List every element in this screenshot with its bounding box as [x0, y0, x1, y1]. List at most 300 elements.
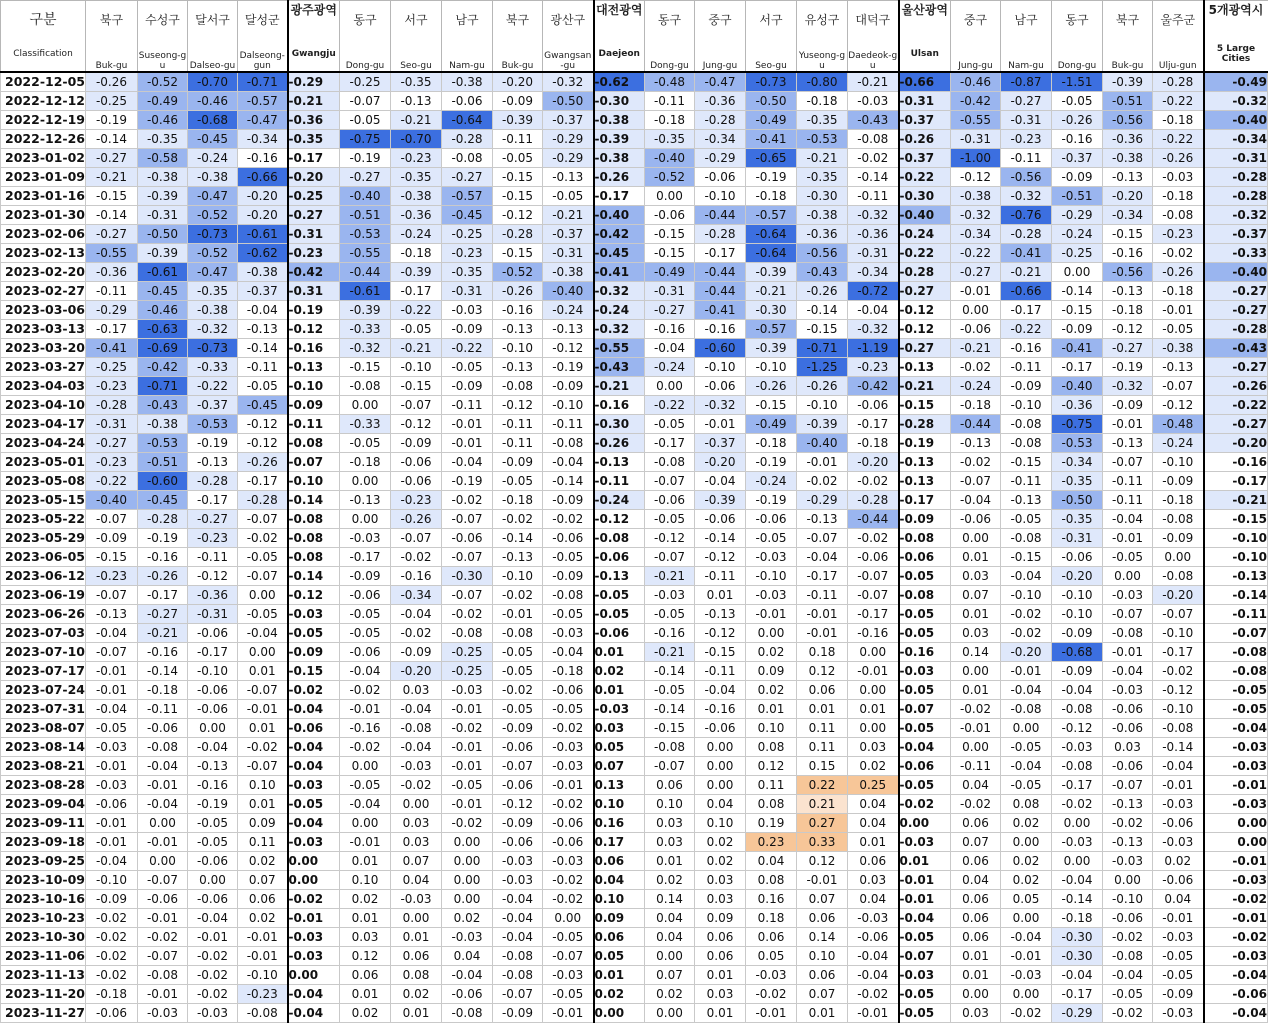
data-cell: -0.37	[238, 281, 288, 300]
data-cell: -0.02	[951, 699, 1001, 718]
data-cell: 0.00	[238, 585, 288, 604]
data-cell: -0.01	[797, 623, 848, 642]
data-cell: -0.05	[899, 775, 951, 794]
data-cell: -0.11	[594, 471, 645, 490]
data-cell: -0.12	[594, 509, 645, 528]
data-cell: -0.56	[797, 243, 848, 262]
data-cell: -0.13	[86, 604, 138, 623]
data-cell: -0.07	[138, 870, 188, 889]
data-cell: -0.16	[1052, 129, 1103, 148]
column-header-en: Dong-gu	[340, 38, 391, 72]
data-cell: 0.02	[340, 889, 391, 908]
data-cell: 0.00	[442, 870, 493, 889]
data-cell: -0.05	[238, 604, 288, 623]
data-cell: -0.08	[1001, 699, 1052, 718]
data-cell: -0.05	[1001, 775, 1052, 794]
data-cell: -0.06	[1153, 813, 1204, 832]
data-cell: -0.10	[1001, 395, 1052, 414]
data-cell: 0.06	[797, 908, 848, 927]
data-cell: -0.03	[86, 775, 138, 794]
row-date: 2023-02-13	[1, 243, 86, 262]
data-cell: -0.13	[899, 452, 951, 471]
row-date: 2023-10-30	[1, 927, 86, 946]
data-cell: -0.06	[1103, 908, 1153, 927]
data-cell: -0.17	[848, 604, 899, 623]
data-cell: -0.02	[951, 794, 1001, 813]
data-cell: -0.01	[238, 699, 288, 718]
data-cell: -0.03	[899, 661, 951, 680]
data-cell: -0.40	[340, 186, 391, 205]
data-cell: -0.06	[493, 737, 543, 756]
data-cell: -0.13	[288, 357, 340, 376]
data-cell: -0.03	[899, 832, 951, 851]
data-cell: -0.37	[1052, 148, 1103, 167]
data-cell: -0.10	[391, 357, 442, 376]
data-cell: -0.27	[1204, 414, 1268, 433]
data-cell: -0.11	[1001, 148, 1052, 167]
data-cell: 0.12	[797, 661, 848, 680]
table-header	[1, 1, 1268, 72]
data-cell: -0.09	[543, 376, 594, 395]
data-cell: -0.21	[391, 338, 442, 357]
data-cell: -0.13	[1153, 357, 1204, 376]
data-cell: -0.15	[695, 642, 746, 661]
data-cell: -0.04	[951, 490, 1001, 509]
data-cell: -0.22	[442, 338, 493, 357]
row-date: 2023-11-06	[1, 946, 86, 965]
column-header-ko: 광산구	[543, 1, 594, 38]
data-cell: -0.05	[899, 680, 951, 699]
data-cell: -0.06	[391, 452, 442, 471]
data-cell: 0.04	[594, 870, 645, 889]
data-cell: 0.00	[543, 908, 594, 927]
data-cell: -0.24	[188, 148, 238, 167]
data-cell: -0.18	[746, 433, 797, 452]
data-cell: -0.39	[1103, 72, 1153, 92]
table-row	[1, 528, 1268, 547]
data-cell: 0.00	[288, 870, 340, 889]
data-cell: -0.10	[1153, 623, 1204, 642]
data-cell: -0.16	[848, 623, 899, 642]
data-cell: 0.03	[695, 870, 746, 889]
data-cell: 0.00	[442, 851, 493, 870]
data-cell: -0.05	[594, 604, 645, 623]
data-cell: -0.34	[1204, 129, 1268, 148]
data-cell: -0.15	[1103, 224, 1153, 243]
table-row	[1, 1003, 1268, 1022]
data-cell: -0.04	[1103, 509, 1153, 528]
column-header-en: Jung-gu	[695, 38, 746, 72]
data-cell: -0.04	[138, 794, 188, 813]
data-cell: -0.06	[1103, 756, 1153, 775]
data-cell: 0.00	[951, 528, 1001, 547]
data-cell: 0.01	[899, 851, 951, 870]
data-cell: -0.50	[543, 91, 594, 110]
data-cell: -0.05	[442, 775, 493, 794]
data-cell: -0.13	[1103, 832, 1153, 851]
data-cell: 0.00	[1103, 870, 1153, 889]
data-cell: -0.12	[695, 623, 746, 642]
data-cell: -0.02	[951, 452, 1001, 471]
data-cell: -0.08	[288, 433, 340, 452]
data-cell: -0.03	[288, 946, 340, 965]
data-cell: -0.05	[288, 794, 340, 813]
column-header-en: Gwangsan-gu	[543, 38, 594, 72]
data-cell: -0.03	[645, 585, 695, 604]
data-cell: -0.45	[138, 490, 188, 509]
data-cell: -0.07	[442, 585, 493, 604]
data-cell: 0.05	[1001, 889, 1052, 908]
data-cell: -0.06	[138, 889, 188, 908]
data-cell: -0.12	[1153, 680, 1204, 699]
data-cell: -0.06	[86, 794, 138, 813]
data-cell: -0.10	[1052, 585, 1103, 604]
data-cell: -0.13	[899, 471, 951, 490]
data-cell: -0.02	[288, 680, 340, 699]
data-cell: -0.64	[746, 224, 797, 243]
data-cell: -0.17	[1052, 775, 1103, 794]
data-cell: -0.05	[442, 357, 493, 376]
data-cell: 0.00	[1001, 984, 1052, 1003]
data-cell: -0.09	[1153, 984, 1204, 1003]
data-cell: -0.27	[1103, 338, 1153, 357]
data-cell: -0.02	[391, 623, 442, 642]
data-cell: -0.05	[1001, 509, 1052, 528]
data-cell: 0.07	[391, 851, 442, 870]
data-cell: -0.22	[1001, 319, 1052, 338]
data-cell: -0.27	[1204, 281, 1268, 300]
data-cell: -0.02	[543, 870, 594, 889]
data-cell: -0.42	[848, 376, 899, 395]
data-cell: -0.27	[442, 167, 493, 186]
data-cell: -0.05	[1204, 680, 1268, 699]
data-cell: -0.13	[188, 452, 238, 471]
data-cell: -0.47	[188, 262, 238, 281]
data-cell: -0.03	[1204, 756, 1268, 775]
data-cell: 0.00	[594, 1003, 645, 1022]
table-row	[1, 813, 1268, 832]
data-cell: -0.09	[1153, 528, 1204, 547]
row-date: 2023-03-13	[1, 319, 86, 338]
data-cell: 0.00	[848, 642, 899, 661]
row-date: 2023-01-16	[1, 186, 86, 205]
data-cell: -0.22	[899, 243, 951, 262]
data-cell: -0.17	[288, 148, 340, 167]
data-cell: -0.40	[86, 490, 138, 509]
table-row	[1, 908, 1268, 927]
data-cell: -0.08	[442, 623, 493, 642]
data-cell: -0.52	[493, 262, 543, 281]
data-cell: -0.23	[288, 243, 340, 262]
data-cell: -0.12	[391, 414, 442, 433]
data-cell: -0.03	[1103, 585, 1153, 604]
data-cell: -0.48	[645, 72, 695, 92]
data-cell: -0.11	[1001, 357, 1052, 376]
data-cell: -0.07	[645, 756, 695, 775]
data-cell: -0.02	[1052, 794, 1103, 813]
data-cell: -0.02	[188, 946, 238, 965]
data-cell: 0.10	[594, 794, 645, 813]
data-cell: -0.02	[238, 737, 288, 756]
data-cell: -0.03	[188, 1003, 238, 1022]
data-cell: -0.03	[1153, 794, 1204, 813]
data-cell: -0.01	[138, 908, 188, 927]
data-cell: -0.18	[1153, 281, 1204, 300]
data-cell: 0.02	[746, 642, 797, 661]
data-cell: -0.08	[543, 433, 594, 452]
data-cell: 0.00	[340, 813, 391, 832]
data-cell: -0.14	[86, 129, 138, 148]
column-header-en: Ulsan	[899, 38, 951, 72]
column-header-en: Dong-gu	[645, 38, 695, 72]
data-cell: -0.01	[442, 414, 493, 433]
data-cell: -0.37	[188, 395, 238, 414]
data-cell: -0.15	[86, 547, 138, 566]
data-cell: 0.00	[340, 756, 391, 775]
data-cell: -0.15	[340, 357, 391, 376]
row-date: 2023-03-20	[1, 338, 86, 357]
column-header-en: Daedeok-gu	[848, 38, 899, 72]
data-cell: -0.20	[238, 205, 288, 224]
data-cell: -0.19	[543, 357, 594, 376]
data-cell: -0.09	[493, 718, 543, 737]
data-cell: -0.45	[188, 129, 238, 148]
data-cell: -0.06	[188, 623, 238, 642]
data-cell: -0.38	[188, 300, 238, 319]
data-cell: 0.03	[848, 870, 899, 889]
data-cell: -0.15	[493, 186, 543, 205]
data-cell: -0.04	[238, 300, 288, 319]
data-cell: -0.26	[238, 452, 288, 471]
data-cell: -0.08	[288, 509, 340, 528]
data-cell: -0.04	[1052, 965, 1103, 984]
data-cell: -0.03	[1153, 927, 1204, 946]
data-cell: -0.36	[391, 205, 442, 224]
data-cell: -0.21	[746, 281, 797, 300]
data-cell: 0.17	[594, 832, 645, 851]
data-cell: -0.64	[746, 243, 797, 262]
data-cell: -0.08	[848, 129, 899, 148]
data-cell: 0.04	[442, 946, 493, 965]
data-cell: -0.10	[746, 566, 797, 585]
data-cell: -0.11	[645, 91, 695, 110]
data-cell: -0.12	[899, 319, 951, 338]
data-cell: 0.11	[797, 737, 848, 756]
data-cell: 0.03	[645, 832, 695, 851]
data-cell: -0.15	[1052, 300, 1103, 319]
data-cell: -0.17	[1052, 357, 1103, 376]
data-cell: -0.25	[86, 357, 138, 376]
data-cell: -0.24	[594, 490, 645, 509]
row-date: 2023-05-08	[1, 471, 86, 490]
data-cell: -0.04	[188, 908, 238, 927]
data-cell: -0.04	[340, 794, 391, 813]
data-cell: -0.20	[1103, 186, 1153, 205]
data-cell: -0.04	[695, 471, 746, 490]
data-cell: -0.23	[86, 566, 138, 585]
data-cell: -0.04	[288, 756, 340, 775]
data-cell: -0.07	[543, 946, 594, 965]
data-cell: -0.20	[1052, 566, 1103, 585]
data-cell: -0.21	[594, 376, 645, 395]
data-cell: -0.10	[188, 661, 238, 680]
data-cell: -0.10	[746, 357, 797, 376]
data-cell: -0.18	[951, 395, 1001, 414]
data-cell: 0.00	[695, 756, 746, 775]
data-cell: -0.26	[746, 376, 797, 395]
data-cell: -0.04	[645, 338, 695, 357]
data-cell: 0.00	[188, 718, 238, 737]
data-cell: -0.18	[543, 661, 594, 680]
data-cell: 0.01	[848, 699, 899, 718]
data-cell: 0.06	[695, 927, 746, 946]
data-cell: -0.10	[493, 566, 543, 585]
column-header-en: Dong-gu	[1052, 38, 1103, 72]
data-cell: -0.18	[1103, 300, 1153, 319]
table-row	[1, 756, 1268, 775]
data-cell: -0.45	[594, 243, 645, 262]
data-cell: -0.31	[848, 243, 899, 262]
data-cell: -0.32	[1103, 376, 1153, 395]
data-cell: -0.05	[1103, 547, 1153, 566]
row-date: 2023-05-01	[1, 452, 86, 471]
data-cell: -0.02	[1001, 604, 1052, 623]
data-cell: -0.36	[188, 585, 238, 604]
data-cell: 0.01	[594, 642, 645, 661]
header-corner-en: Classification	[1, 38, 86, 72]
data-cell: -0.01	[238, 927, 288, 946]
data-cell: -0.13	[188, 756, 238, 775]
data-cell: -0.03	[543, 965, 594, 984]
data-cell: -0.09	[1052, 167, 1103, 186]
data-cell: -0.17	[138, 585, 188, 604]
data-cell: -0.11	[238, 357, 288, 376]
row-date: 2023-06-12	[1, 566, 86, 585]
column-header-en: Jung-gu	[951, 38, 1001, 72]
data-cell: -0.44	[951, 414, 1001, 433]
data-cell: -0.23	[86, 452, 138, 471]
data-cell: -0.50	[1052, 490, 1103, 509]
data-cell: -0.01	[1103, 528, 1153, 547]
data-cell: 0.00	[695, 737, 746, 756]
data-cell: 0.10	[594, 889, 645, 908]
data-cell: -0.05	[645, 414, 695, 433]
data-cell: -0.02	[493, 509, 543, 528]
data-cell: 0.03	[695, 984, 746, 1003]
data-cell: -0.13	[340, 490, 391, 509]
data-cell: -0.37	[1204, 224, 1268, 243]
data-cell: -0.28	[848, 490, 899, 509]
data-cell: 0.00	[340, 395, 391, 414]
table-row	[1, 623, 1268, 642]
data-cell: -0.52	[188, 205, 238, 224]
data-cell: -0.03	[543, 851, 594, 870]
table-row	[1, 718, 1268, 737]
data-cell: -0.15	[1001, 452, 1052, 471]
data-cell: -0.14	[1204, 585, 1268, 604]
data-cell: -0.06	[695, 167, 746, 186]
data-cell: 0.00	[188, 870, 238, 889]
data-cell: -0.10	[288, 376, 340, 395]
data-cell: -0.09	[288, 642, 340, 661]
data-cell: 0.25	[848, 775, 899, 794]
data-cell: -0.04	[288, 813, 340, 832]
data-cell: -0.03	[1001, 965, 1052, 984]
data-cell: -0.18	[391, 243, 442, 262]
data-cell: -0.40	[645, 148, 695, 167]
data-cell: -0.04	[442, 452, 493, 471]
data-cell: -0.11	[1204, 604, 1268, 623]
data-cell: -0.03	[1204, 946, 1268, 965]
data-cell: -0.13	[594, 566, 645, 585]
data-cell: 0.08	[746, 794, 797, 813]
data-cell: -0.05	[493, 148, 543, 167]
data-cell: -0.04	[899, 737, 951, 756]
data-cell: 0.00	[288, 851, 340, 870]
data-cell: -0.12	[288, 585, 340, 604]
data-cell: -0.73	[746, 72, 797, 92]
data-cell: -0.32	[1204, 205, 1268, 224]
data-cell: -0.24	[1052, 224, 1103, 243]
data-cell: -0.38	[138, 414, 188, 433]
data-cell: -0.04	[138, 756, 188, 775]
data-cell: 0.00	[442, 832, 493, 851]
data-cell: -0.06	[1204, 984, 1268, 1003]
data-cell: -0.02	[442, 604, 493, 623]
table-row	[1, 490, 1268, 509]
data-cell: -0.01	[138, 984, 188, 1003]
column-header-en: Seo-gu	[746, 38, 797, 72]
data-cell: 0.01	[645, 851, 695, 870]
data-cell: -0.28	[1204, 167, 1268, 186]
data-cell: -0.09	[899, 509, 951, 528]
data-cell: -0.25	[86, 91, 138, 110]
data-cell: 0.03	[951, 1003, 1001, 1022]
data-cell: -0.04	[391, 604, 442, 623]
data-cell: -0.13	[695, 604, 746, 623]
data-cell: -0.03	[86, 737, 138, 756]
data-cell: 0.02	[746, 680, 797, 699]
data-cell: -0.16	[1001, 338, 1052, 357]
data-cell: -0.18	[1153, 490, 1204, 509]
data-cell: -0.41	[86, 338, 138, 357]
data-cell: -0.01	[86, 813, 138, 832]
data-cell: -0.65	[746, 148, 797, 167]
data-cell: -0.02	[138, 927, 188, 946]
data-cell: -0.24	[543, 300, 594, 319]
data-cell: -0.04	[340, 661, 391, 680]
data-cell: -0.31	[138, 205, 188, 224]
data-cell: -0.36	[1052, 395, 1103, 414]
data-cell: 0.01	[951, 946, 1001, 965]
row-date: 2023-04-10	[1, 395, 86, 414]
data-cell: -0.08	[1001, 433, 1052, 452]
data-cell: -0.30	[797, 186, 848, 205]
data-cell: -0.29	[1052, 1003, 1103, 1022]
data-cell: -0.12	[951, 167, 1001, 186]
data-cell: -0.38	[951, 186, 1001, 205]
row-date: 2023-05-15	[1, 490, 86, 509]
data-cell: -0.05	[188, 813, 238, 832]
data-cell: -0.07	[899, 946, 951, 965]
data-cell: -0.29	[543, 129, 594, 148]
data-cell: -0.25	[1052, 243, 1103, 262]
data-cell: -0.32	[188, 319, 238, 338]
data-cell: -0.02	[1153, 661, 1204, 680]
data-cell: -0.02	[1204, 927, 1268, 946]
data-cell: -0.20	[1204, 433, 1268, 452]
data-cell: -0.05	[1001, 737, 1052, 756]
